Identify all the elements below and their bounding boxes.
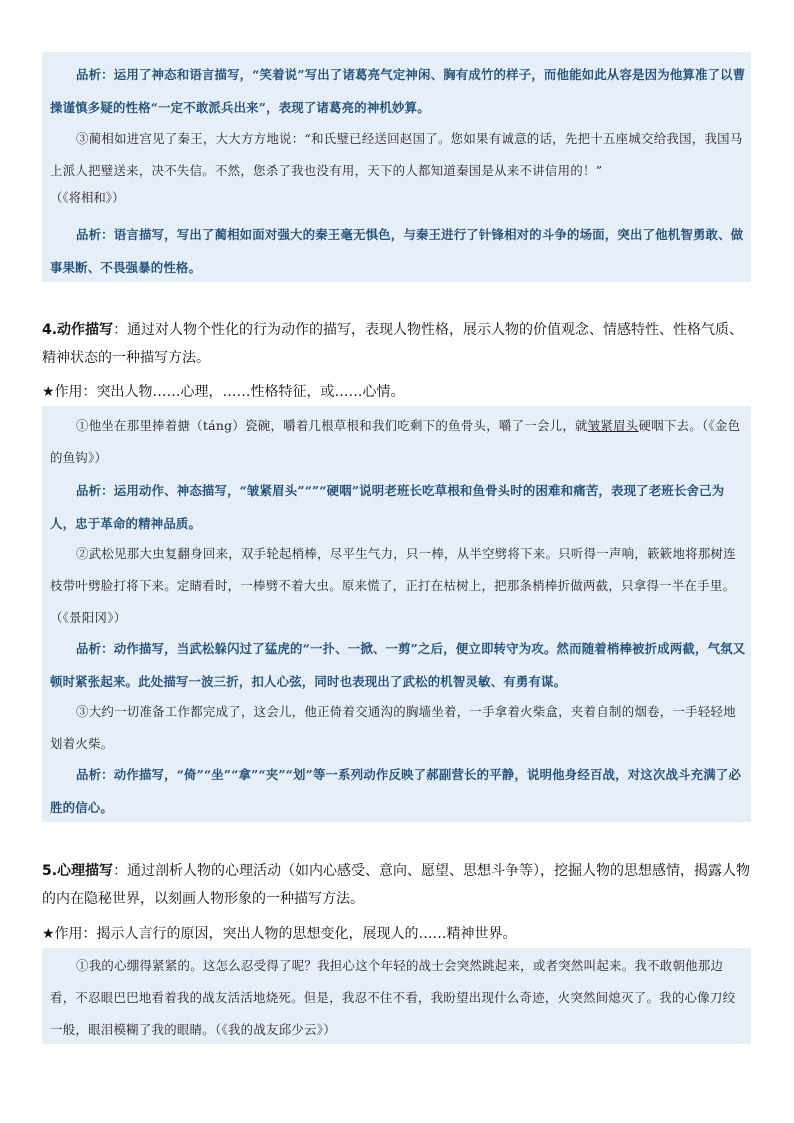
example-text: ①我的心绷得紧紧的。这怎么忍受得了呢？我担心这个年轻的战士会突然跳起来，或者突然叫起来。我不敢朝他那边看，不忍眼巴巴地看着我的战友活活地烧死。但是，我忍不住不看，我盼望出现什么奇迹，火突然间熄灭了。我的心像刀绞一般，眼泪模糊了我的眼睛。（《我的战友邱少云》） <box>50 958 736 1037</box>
example-text: ③蔺相如进宫见了秦王，大大方方地说：“和氏璧已经送回赵国了。您如果有诚意的话，先把十五座城交给我国，我国马上派人把璧送来，决不失信。不然，您杀了我也没有用，天下的人都知道秦国是从来不讲信用的！” <box>50 131 743 178</box>
section-heading-action <box>42 316 754 372</box>
section-title: 4.动作描写 <box>42 322 114 338</box>
example-text-part: 硬咽下去。（《金色的鱼钩》） <box>50 418 741 465</box>
section-definition: ：通过对人物个性化的行为动作的描写，表现人物性格，展示人物的价值观念、情感特性、性格气质、精神状态的一种描写方法。 <box>42 322 744 366</box>
example-text: ③大约一切准备工作都完成了，这会儿，他正倚着交通沟的胸墙坐着，一手拿着火柴盒，夹着自制的烟卷，一手轻轻地划着火柴。 <box>50 704 736 751</box>
analysis-text: 品析：动作描写，“倚”“坐”“拿”“夹”“划”等一系列动作反映了郝副营长的平静，说明他身经百战，对这次战斗充满了必胜的信心。 <box>50 767 742 815</box>
section-title: 5.心理描写 <box>42 863 114 879</box>
section-heading-psychology <box>42 857 754 913</box>
example-text: ②武松见那大虫复翻身回来，双手轮起梢棒，尽平生气力，只一棒，从半空劈将下来。只听得一声响，簌簌地将那树连枝带叶劈脸打将下来。定睛看时，一棒劈不着大虫。原来慌了，正打在枯树上，把那条梢棒折做两截，只拿得一半在手里。（《景阳冈》） <box>50 546 736 625</box>
analysis-text: 品析：动作描写，当武松躲闪过了猛虎的“一扑、一掀、一剪”之后，便立即转守为攻。然而随着梢棒被折成两截，气氛又顿时紧张起来。此处描写一波三折，扣人心弦，同时也表现出了武松的机智灵敏、有勇有谋。 <box>50 641 746 689</box>
analysis-text: 品析：语言描写，写出了蔺相如面对强大的秦王毫无惧色，与秦王进行了针锋相对的斗争的场面，突出了他机智勇敢、做事果断、不畏强暴的性格。 <box>50 227 744 275</box>
analysis-text: 品析：运用动作、神态描写，“皱紧眉头”“”“硬咽”说明老班长吃草根和鱼骨头时的困难和痛苦，表现了老班长舍己为人，忠于革命的精神品质。 <box>50 483 725 531</box>
underlined-phrase: 皱紧眉头 <box>587 418 639 433</box>
section-role: ★作用：突出人物……心理，……性格特征，或……心情。 <box>42 384 405 400</box>
section-definition: ：通过剖析人物的心理活动（如内心感受、意向、愿望、思想斗争等），挖掘人物的思想感情，揭露人物的内在隐秘世界，以刻画人物形象的一种描写方法。 <box>42 863 751 907</box>
example-text-part: ①他坐在那里捧着搪（táng）瓷碗，嚼着几根草根和我们吃剩下的鱼骨头，嚼了一会儿，就 <box>76 418 588 433</box>
source-citation: （《将相和》） <box>50 190 125 205</box>
analysis-text: 品析：运用了神态和语言描写，“笑着说”写出了诸葛亮气定神闲、胸有成竹的样子，而他能如此从容是因为他算准了以曹操谨慎多疑的性格“一定不敢派兵出来”，表现了诸葛亮的神机妙算。 <box>50 67 746 115</box>
section-role: ★作用：揭示人言行的原因，突出人物的思想变化，展现人的……精神世界。 <box>42 926 517 942</box>
example-text <box>50 410 746 474</box>
